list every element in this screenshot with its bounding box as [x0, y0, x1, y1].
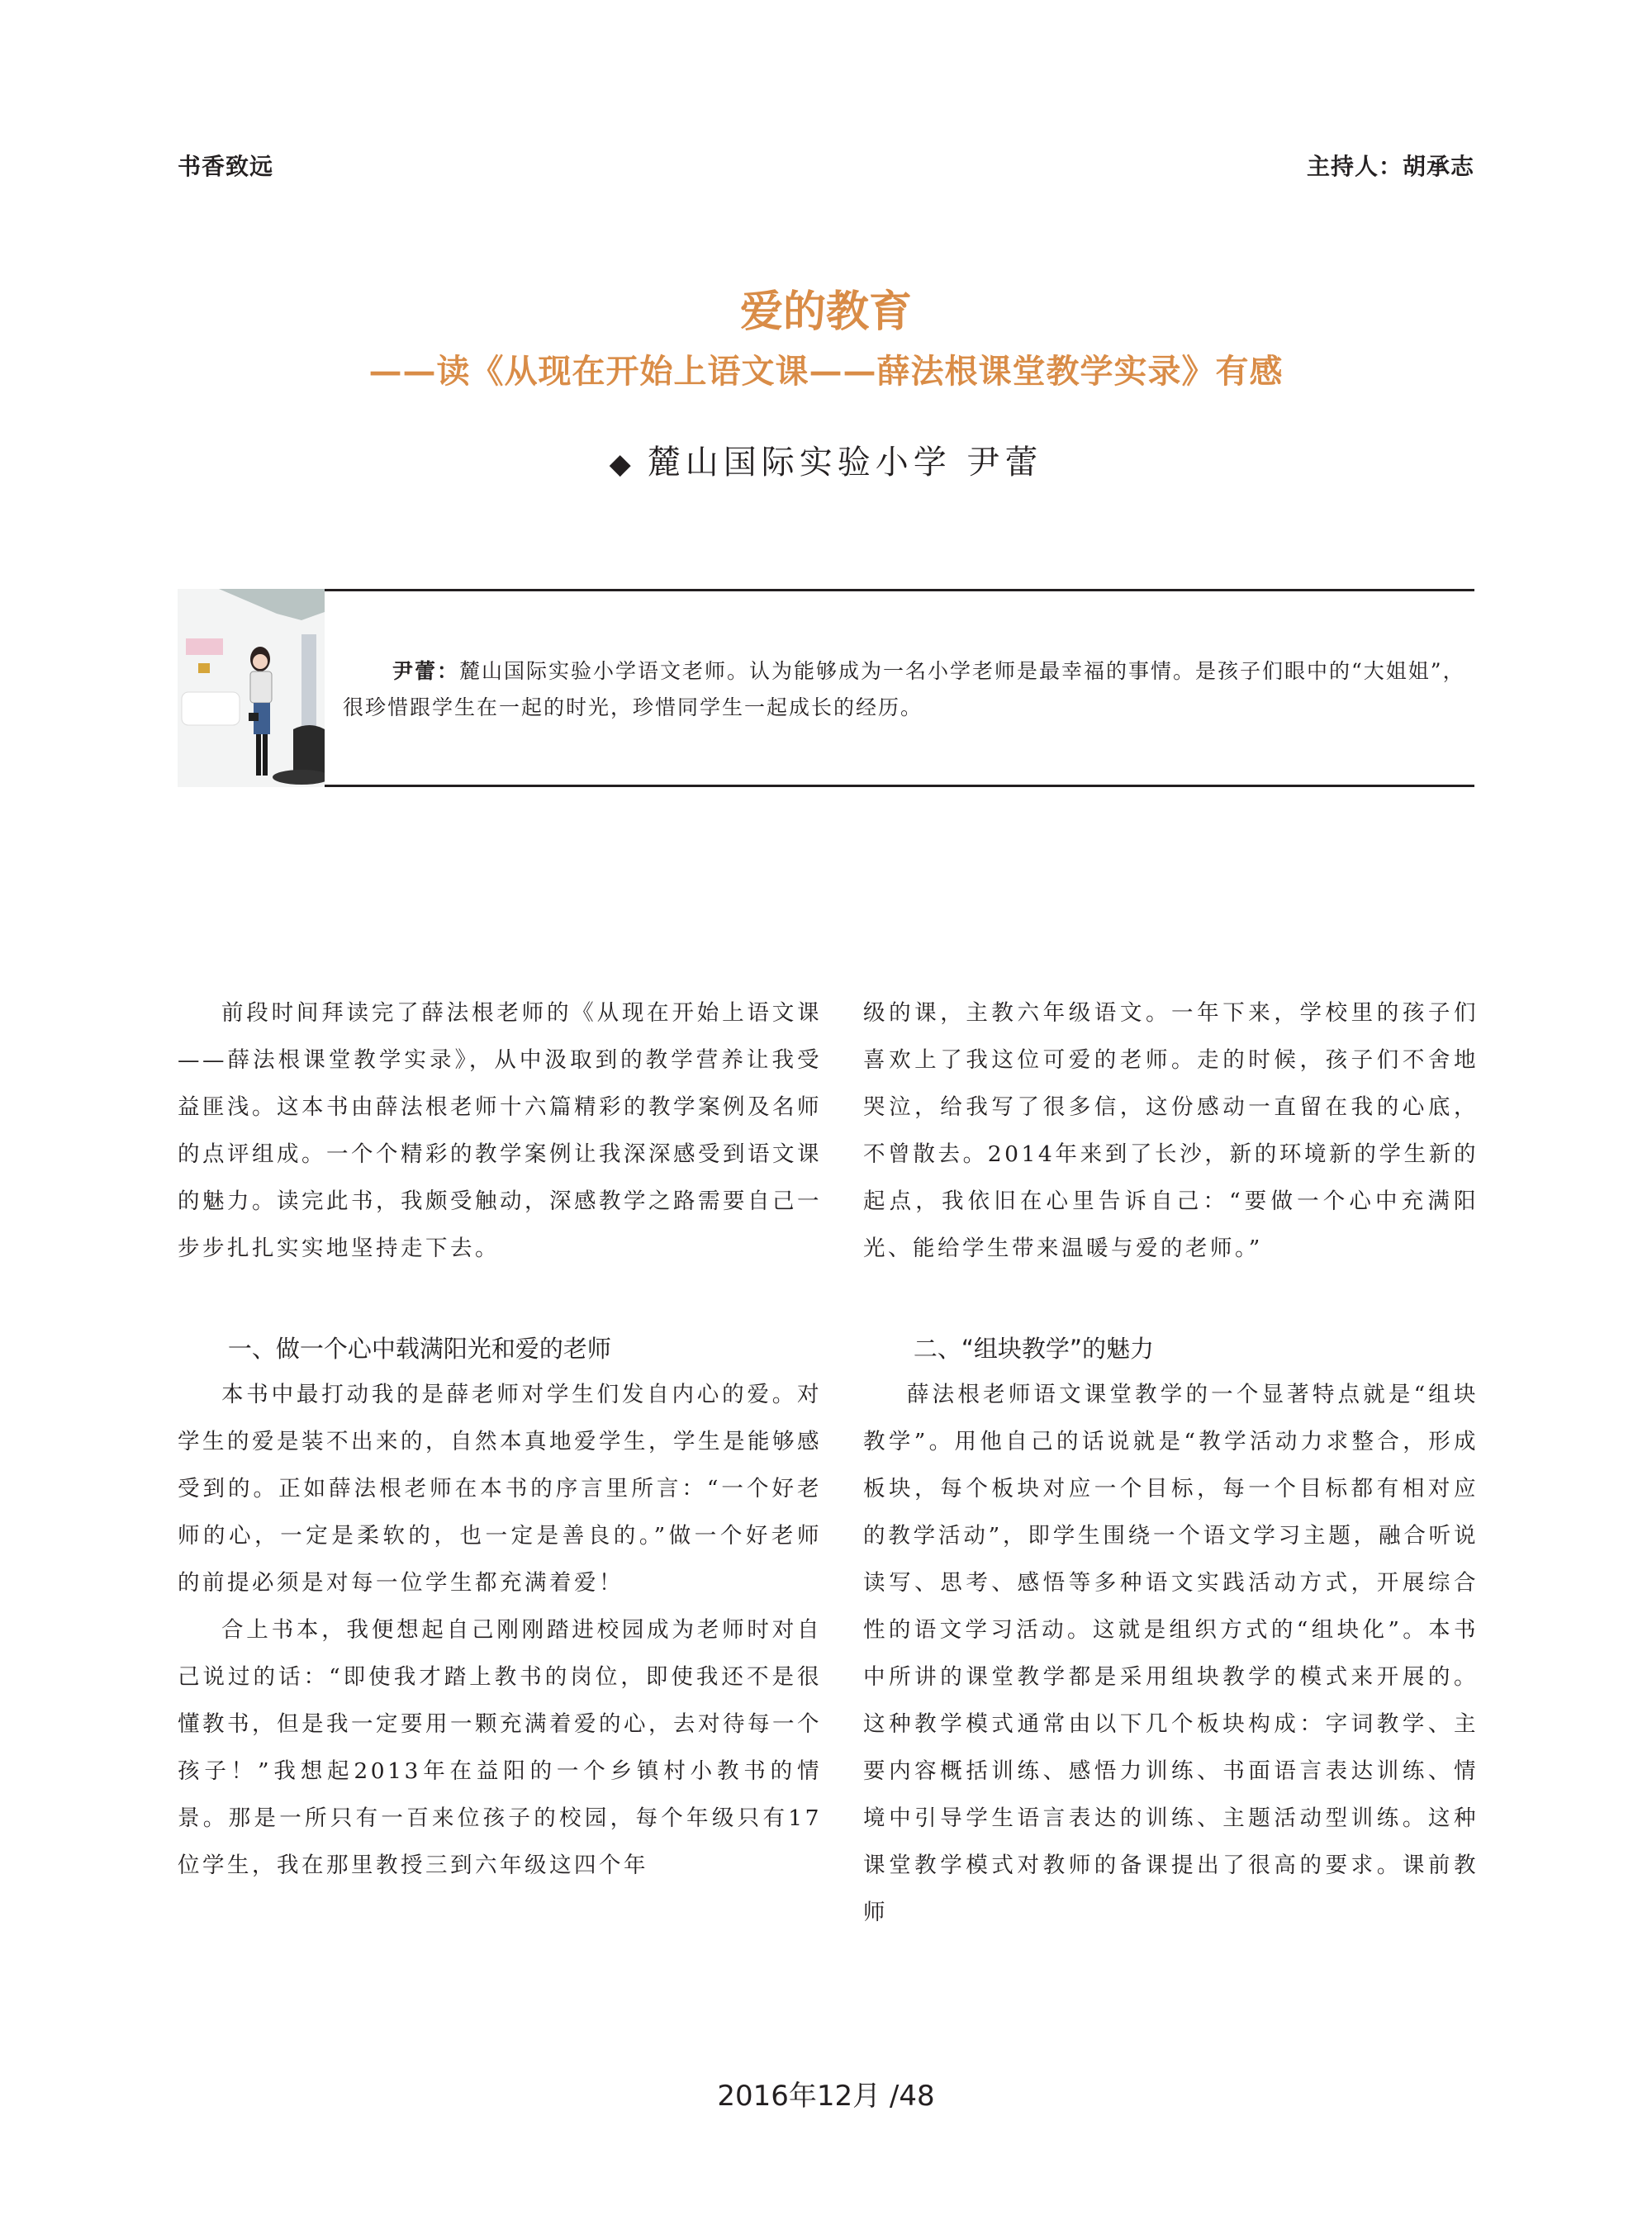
- section2-paragraph-1: 薛法根老师语文课堂教学的一个显著特点就是“组块教学”。用他自己的话说就是“教学活动力求整合，形成板块，每个板块对应一个目标，每一个目标都有相对应的教学活动”，即学生围绕一个语文学习主题，融合听说读写、思考、感悟等多种语文实践活动方式，开展综合性的语文学习活动。这就是组织方式的“组块化”。本书中所讲的课堂教学都是采用组块教学的模式来开展的。这种教学模式通常由以下几个板块构成：字词教学、主要内容概括训练、感悟力训练、书面语言表达训练、情境中引导学生语言表达的训练、主题活动型训练。这种课堂教学模式对教师的备课提出了很高的要求。课前教师: [863, 1382, 1479, 1925]
- bio-author-name: 尹蕾：: [392, 659, 460, 683]
- page-footer: 2016年12月 /48: [717, 2080, 935, 2113]
- byline-text: 麓山国际实验小学 尹蕾: [647, 444, 1043, 482]
- continued-paragraph: 级的课，主教六年级语文。一年下来，学校里的孩子们喜欢上了我这位可爱的老师。走的时候，孩子们不舍地哭泣，给我写了很多信，这份感动一直留在我的心底，不曾散去。2014年来到了长沙，新的环境新的学生新的起点，我依旧在心里告诉自己：“要做一个心中充满阳光、能给学生带来温暖与爱的老师。”: [863, 1000, 1479, 1261]
- author-byline: [0, 436, 1652, 483]
- author-photo-illustration: [178, 589, 325, 787]
- body-column-right: [863, 989, 1479, 1936]
- bio-top-rule: [325, 589, 1474, 591]
- section1-paragraph-2: 合上书本，我便想起自己刚刚踏进校园成为老师时对自己说过的话：“即使我才踏上教书的岗位，即使我还不是很懂教书，但是我一定要用一颗充满着爱的心，去对待每一个孩子！”我想起2013年在益阳的一个乡镇村小教书的情景。那是一所只有一百来位孩子的校园，每个年级只有17位学生，我在那里教授三到六年级这四个年: [178, 1617, 822, 1878]
- bio-bottom-rule: [325, 785, 1474, 787]
- article-subtitle: ——读《从现在开始上语文课——薛法根课堂教学实录》有感: [368, 352, 1284, 391]
- body-column-left: [178, 989, 822, 1889]
- bio-description: 麓山国际实验小学语文老师。认为能够成为一名小学老师是最幸福的事情。是孩子们眼中的“大姐姐”，很珍惜跟学生在一起的时光，珍惜同学生一起成长的经历。: [343, 659, 1465, 719]
- section-heading-1: 一、做一个心中载满阳光和爱的老师: [227, 1335, 611, 1363]
- section-label: 书香致远: [178, 153, 274, 180]
- intro-paragraph: 前段时间拜读完了薛法根老师的《从现在开始上语文课——薛法根课堂教学实录》，从中汲取到的教学营养让我受益匪浅。这本书由薛法根老师十六篇精彩的教学案例及名师的点评组成。一个个精彩的教学案例让我深深感受到语文课的魅力。读完此书，我颇受触动，深感教学之路需要自己一步步扎扎实实地坚持走下去。: [178, 1000, 822, 1261]
- bio-text: [343, 653, 1466, 726]
- author-photo: [178, 589, 325, 787]
- author-bio-box: [178, 589, 1474, 787]
- section1-paragraph-1: 本书中最打动我的是薛老师对学生们发自内心的爱。对学生的爱是装不出来的，自然本真地爱学生，学生是能够感受到的。正如薛法根老师在本书的序言里所言：“一个好老师的心，一定是柔软的，也一定是善良的。”做一个好老师的前提必须是对每一位学生都充满着爱！: [178, 1382, 822, 1596]
- host-label: 主持人：胡承志: [1306, 153, 1474, 180]
- article-title: 爱的教育: [739, 287, 912, 337]
- section-heading-2: 二、“组块教学”的魅力: [913, 1335, 1154, 1363]
- diamond-icon: ◆: [609, 448, 636, 481]
